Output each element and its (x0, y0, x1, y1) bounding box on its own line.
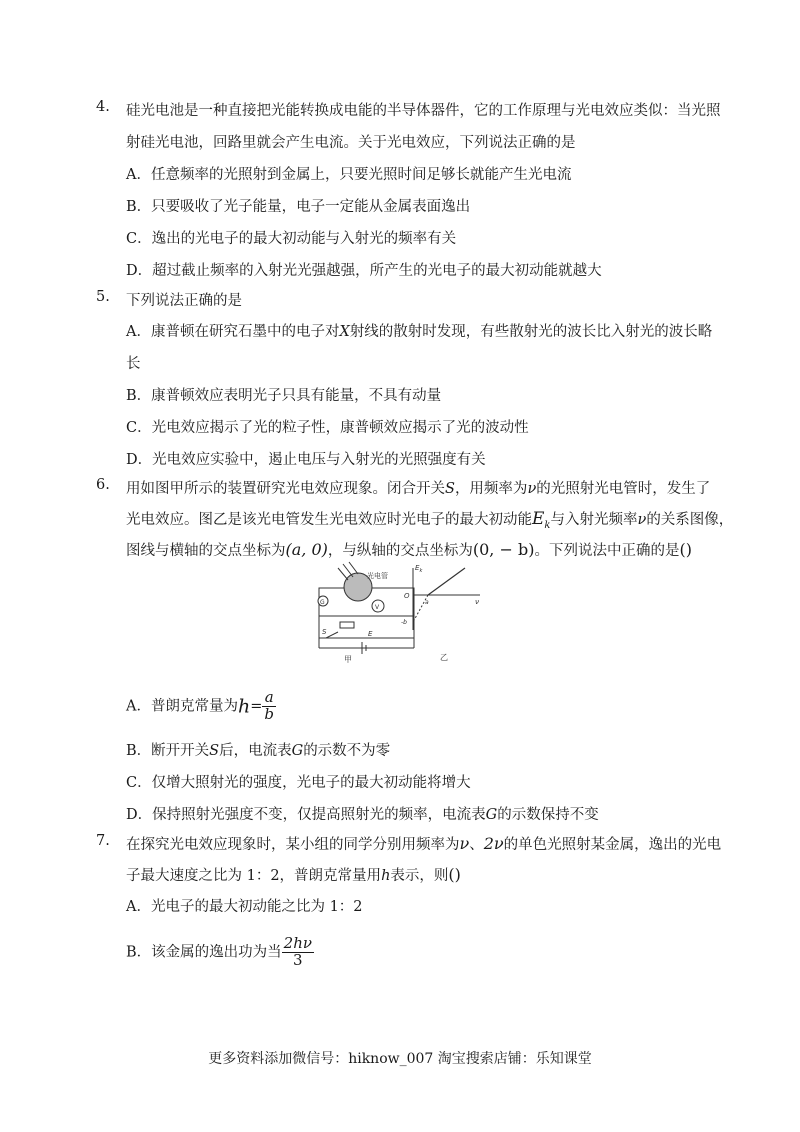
question-stem-line: 射硅光电池，回路里就会产生电流。关于光电效应，下列说法正确的是 (126, 135, 576, 151)
question-number: 4. (96, 99, 110, 115)
b-intercept-label: -b (401, 619, 407, 626)
galvanometer-label: G (320, 599, 325, 606)
option-text: A．普朗克常量为 (126, 698, 238, 715)
math-symbol: h (381, 868, 391, 884)
option-text: 的示数保持不变 (497, 807, 599, 823)
math-symbol: E (532, 509, 545, 529)
rheostat (340, 622, 354, 628)
stem-text: 表示，则 (390, 868, 449, 884)
figure-yi-caption: 乙 (440, 653, 448, 662)
option-a: A．光电子的最大初动能之比为 1：2 (126, 899, 363, 915)
option-text: D．保持照射光强度不变，仅提高照射光的频率，电流表 (126, 807, 486, 823)
question-stem-line (126, 539, 692, 560)
option-a: A．任意频率的光照射到金属上，只要光照时间足够长就能产生光电流 (126, 167, 572, 183)
stem-text: ，与纵轴的交点坐标为 (327, 543, 473, 559)
option-text: B．该金属的逸出功为当 (126, 944, 282, 961)
stem-text: ，用频率为 (454, 481, 528, 497)
answer-parentheses: () (679, 540, 692, 559)
option-d: D．超过截止频率的入射光光强越强，所产生的光电子的最大初动能就越大 (126, 263, 602, 279)
math-symbol: 2ν (483, 834, 504, 853)
stem-text: 图线与横轴的交点坐标为 (126, 543, 286, 559)
origin-label: O (404, 592, 410, 600)
option-b (126, 739, 390, 760)
math-symbol: h (237, 695, 251, 718)
question-stem-line (126, 477, 710, 498)
option-c: C．逸出的光电子的最大初动能与入射光的频率有关 (126, 231, 457, 247)
stem-text: 与入射光频率 (550, 512, 638, 528)
stem-text: 光电效应。图乙是该光电管发生光电效应时光电子的最大初动能 (126, 512, 532, 528)
stem-text: 的单色光照射某金属，逸出的光电 (503, 837, 722, 853)
fraction-a-over-b: $\frac{a}{b}$ (264, 688, 274, 723)
option-a-continued: 长 (126, 356, 141, 372)
phototube-label: 光电管 (367, 572, 388, 580)
question-stem: 下列说法正确的是 (126, 293, 242, 309)
option-text: 射线的散射时发现，有些散射光的波长比入射光的波长略 (349, 324, 713, 340)
stem-text: 子最大速度之比为 1：2，普朗克常量用 (126, 868, 382, 884)
stem-text: 的关系图像， (646, 512, 734, 528)
option-a (126, 320, 712, 341)
question-number: 5. (96, 289, 110, 305)
a-intercept-label: a (425, 599, 429, 606)
question-number: 6. (96, 477, 110, 493)
nu-axis-label: ν (475, 598, 479, 606)
option-text: 的示数不为零 (303, 743, 391, 759)
battery-label: E (368, 630, 373, 638)
page-footer: 更多资料添加微信号：hiknow_007 淘宝搜索店铺：乐知课堂 (208, 1051, 592, 1067)
stem-text: 。下列说法中正确的是 (534, 543, 680, 559)
option-c: C．光电效应揭示了光的粒子性，康普顿效应揭示了光的波动性 (126, 420, 529, 436)
option-b (126, 936, 314, 969)
option-d (126, 803, 599, 824)
math-symbol: G (485, 807, 498, 823)
option-b: B．康普顿效应表明光子只具有能量，不具有动量 (126, 388, 442, 404)
switch-label: S (322, 628, 327, 636)
question-stem-line (126, 833, 721, 854)
figure-jia-caption: 甲 (344, 655, 352, 664)
question-stem-line (126, 864, 461, 885)
math-symbol: ν (527, 481, 537, 497)
option-d: D．光电效应实验中，遏止电压与入射光的光照强度有关 (126, 452, 486, 468)
fraction-2hv-over-3: $\frac{2h\nu}{3}$ (283, 934, 312, 969)
question-stem-line: 硅光电池是一种直接把光能转换成电能的半导体器件，它的工作原理与光电效应类似：当光照 (126, 103, 721, 119)
stem-text: 、 (469, 837, 484, 853)
stem-text: 在探究光电效应现象时，某小组的同学分别用频率为 (126, 837, 460, 853)
math-symbol: = (250, 698, 263, 715)
stem-text: 用如图甲所示的装置研究光电效应现象。闭合开关 (126, 481, 445, 497)
question-number: 7. (96, 833, 110, 849)
option-text: 后，电流表 (219, 743, 292, 759)
voltmeter-label: V (375, 604, 380, 611)
math-symbol: G (291, 743, 304, 759)
math-symbol: ν (459, 834, 470, 853)
option-text: A．康普顿在研究石墨中的电子对 (126, 324, 340, 340)
question-stem-line (126, 508, 733, 531)
math-expression: (0, − b) (472, 540, 535, 559)
math-symbol: ν (637, 512, 647, 528)
math-subscript: k (544, 519, 551, 531)
option-text: B．断开开关 (126, 743, 210, 759)
figure-circuit-and-graph (300, 560, 510, 665)
math-symbol: X (339, 324, 350, 340)
ek-axis-label: $E_k$ (415, 564, 423, 574)
stem-text: 的光照射光电管时，发生了 (536, 481, 711, 497)
math-expression: (a, 0) (285, 540, 328, 559)
option-a (126, 690, 276, 723)
answer-parentheses: () (448, 865, 461, 884)
math-symbol: S (209, 743, 220, 759)
math-symbol: S (445, 481, 455, 497)
option-b: B．只要吸收了光子能量，电子一定能从金属表面逸出 (126, 199, 471, 215)
option-c: C．仅增大照射光的强度，光电子的最大初动能将增大 (126, 775, 471, 791)
